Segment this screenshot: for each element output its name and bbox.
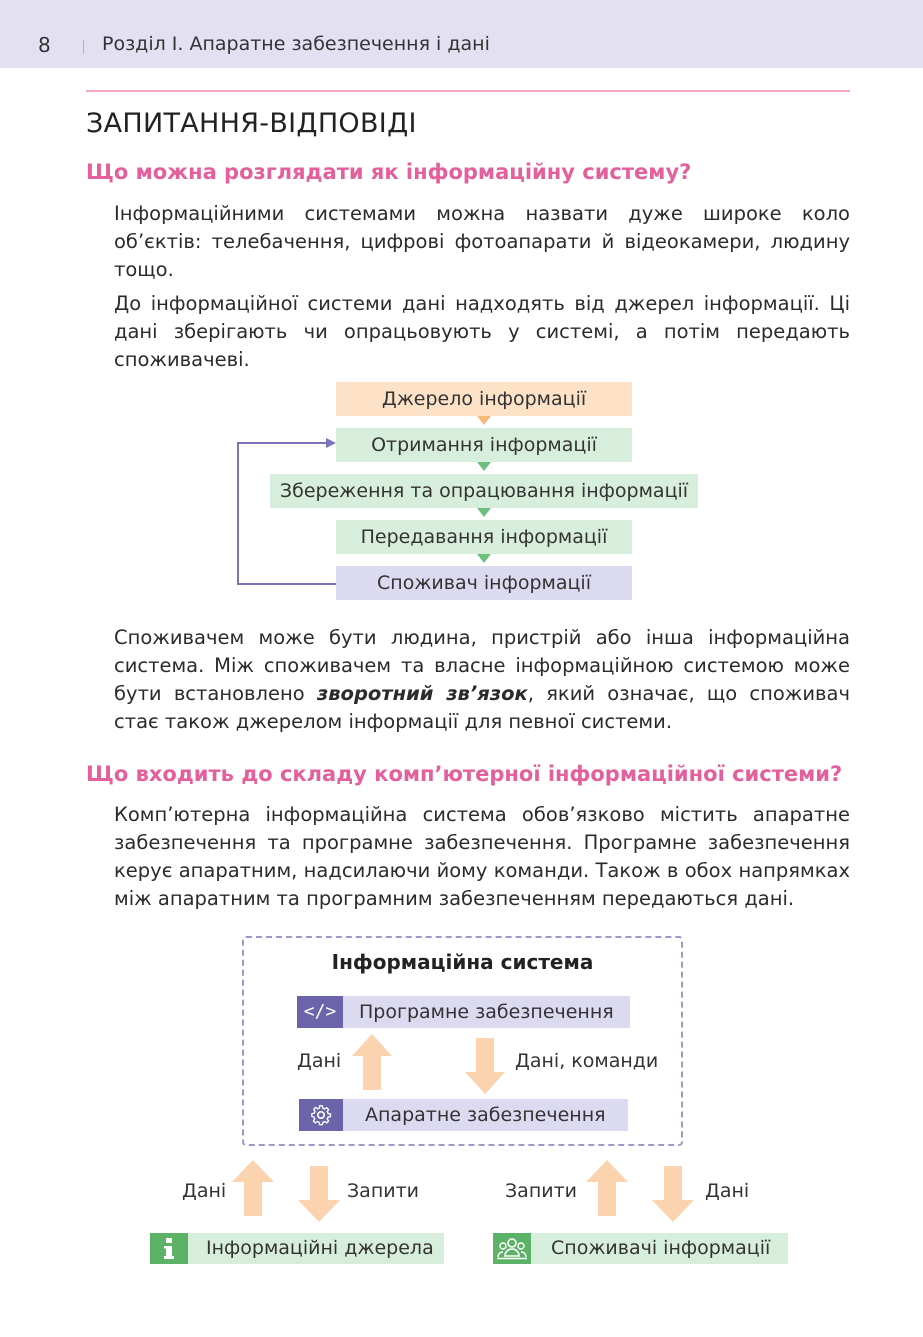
flow-step-transmit: Передавання інформації xyxy=(336,520,632,554)
hardware-label: Апаратне забезпечення xyxy=(365,1104,606,1126)
flow-arrow-2 xyxy=(477,462,491,471)
information-consumers-label: Споживачі інформації xyxy=(551,1237,771,1259)
information-sources-bar xyxy=(150,1233,444,1264)
people-group-icon xyxy=(493,1233,531,1264)
arrow-up-icon xyxy=(352,1034,392,1090)
chapter-title: Розділ I. Апаратне забезпечення і дані xyxy=(102,33,490,55)
data-commands-label: Дані, команди xyxy=(515,1050,659,1072)
paragraph-1: Інформаційними системами можна назвати дуже широке коло об’єктів: телебачення, цифрові фотоапарати й відеокамери, людину тощо. xyxy=(114,202,850,281)
left-arrow-up-icon xyxy=(232,1160,274,1216)
question-heading-2: Що входить до складу комп’ютерної інформаційної системи? xyxy=(86,762,843,786)
software-label: Програмне забезпечення xyxy=(359,1001,614,1023)
section-divider xyxy=(86,90,850,92)
left-arrow-down-icon xyxy=(298,1166,340,1222)
gear-icon xyxy=(299,1099,343,1131)
information-system-title: Інформаційна система xyxy=(331,950,594,974)
flow-step-process: Збереження та опрацювання інформації xyxy=(270,474,698,508)
question-heading-1: Що можна розглядати як інформаційну систему? xyxy=(86,160,692,184)
feedback-term: зворотний зв’язок xyxy=(316,682,528,705)
software-bar xyxy=(297,996,630,1028)
hardware-bar xyxy=(299,1099,628,1131)
right-arrow-up-icon xyxy=(586,1160,628,1216)
page-header xyxy=(0,0,923,68)
left-data-label: Дані xyxy=(182,1180,227,1202)
flow-step-source: Джерело інформації xyxy=(336,382,632,416)
flow-arrow-3 xyxy=(477,508,491,517)
flow-arrow-4 xyxy=(477,554,491,563)
info-icon xyxy=(150,1233,188,1264)
code-icon: </> xyxy=(297,996,343,1028)
right-arrow-down-icon xyxy=(652,1166,694,1222)
flow-step-receive: Отримання інформації xyxy=(336,428,632,462)
header-divider xyxy=(83,40,84,54)
left-requests-label: Запити xyxy=(347,1180,420,1202)
right-data-label: Дані xyxy=(705,1180,750,1202)
page-number: 8 xyxy=(38,33,51,57)
flow-arrow-1 xyxy=(477,416,491,425)
flow-step-consumer: Споживач інформації xyxy=(336,566,632,600)
section-title: ЗАПИТАННЯ-ВІДПОВІДІ xyxy=(86,108,417,139)
information-sources-label: Інформаційні джерела xyxy=(206,1237,434,1259)
right-requests-label: Запити xyxy=(505,1180,578,1202)
paragraph-2: До інформаційної системи дані надходять від джерел інформації. Ці дані зберігають чи опрацьовують у системі, а потім передають споживачеві. xyxy=(114,292,850,371)
feedback-text-2: , який означає, що споживач стає також джерелом інформації для певної системи. xyxy=(114,682,850,733)
information-consumers-bar xyxy=(493,1233,788,1264)
arrow-down-icon xyxy=(465,1038,505,1094)
feedback-text-1: Споживачем може бути людина, пристрій або інша інформаційна система. Між споживачем та власне інформаційною системою може бути встановлено xyxy=(114,626,850,705)
paragraph-feedback xyxy=(114,624,850,736)
data-up-label: Дані xyxy=(297,1050,342,1072)
paragraph-computer-system: Комп’ютерна інформаційна система обов’язково містить апаратне забезпечення та програмне забезпечення. Програмне забезпечення керує апаратним, надсилаючи йому команди. Також в обох напрямках між апаратним та програмним забезпеченням передаються дані. xyxy=(114,803,850,910)
